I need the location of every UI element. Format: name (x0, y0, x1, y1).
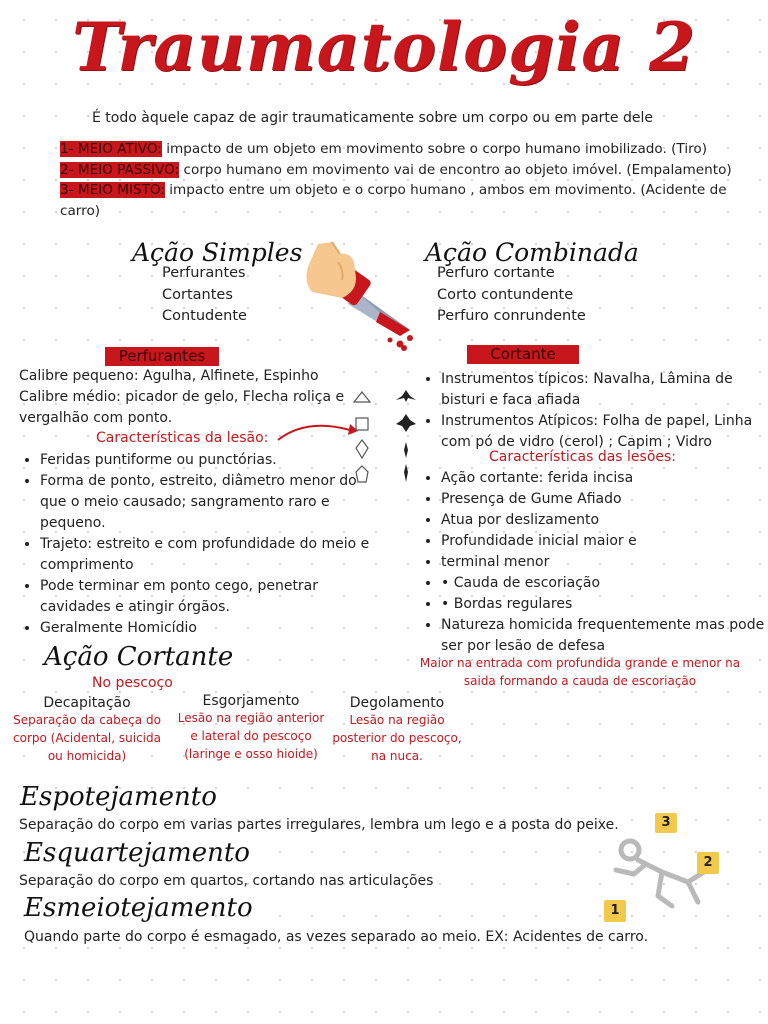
meio-text: impacto de um objeto em movimento sobre o corpo humano imobilizado. (Tiro) (161, 141, 708, 157)
meio-label: 1- MEIO ATIVO: (60, 141, 162, 157)
evidence-marker-1: 1 (604, 900, 626, 922)
decapitacao-col (12, 695, 162, 765)
evidence-marker-3: 3 (655, 813, 677, 833)
col-title: Degolamento (349, 695, 445, 711)
cortante-caracteristicas-label: Características das lesões: (489, 449, 677, 465)
acao-cortante-subtitle: No pescoço (92, 675, 173, 691)
calibre-line: vergalhão com ponto. (19, 410, 173, 426)
list-item: • Instrumentos típicos: Navalha, Lâmina de bisturi e faca afiada (441, 369, 768, 411)
meio-passivo (60, 160, 750, 181)
acao-combinada-heading: Ação Combinada (425, 238, 639, 267)
cortante-note: Maior na entrada com profundida grande e menor na saida formando a cauda de escoriação (419, 656, 741, 688)
cortante-instrumentos (419, 369, 768, 453)
list-item: Corto contundente (437, 286, 574, 303)
esquartejamento-heading: Esquartejamento (24, 838, 250, 868)
list-item: • Profundidade inicial maior e (441, 531, 768, 552)
col-title: Decapitação (43, 695, 131, 711)
esquartejamento-text: Separação do corpo em quartos, cortando nas articulações (19, 873, 434, 889)
list-item: • • Cauda de escoriação (441, 573, 768, 594)
list-item: • • Bordas regulares (441, 594, 768, 615)
list-item: Perfuro cortante (437, 265, 555, 281)
meio-text: impacto entre um objeto e o corpo humano , ambos em movimento. (Acidente de carro) (60, 182, 727, 219)
meio-label: 3- MEIO MISTO: (60, 182, 165, 198)
esmeiotejamento-heading: Esmeiotejamento (24, 893, 253, 923)
list-item: • Atua por deslizamento (441, 510, 768, 531)
espostejamento-text: Separação do corpo em varias partes irregulares, lembra um lego e a posta do peixe. (19, 817, 619, 833)
espostejamento-heading: Espotejamento (20, 782, 217, 812)
meio-ativo (60, 139, 750, 160)
calibre-line: Calibre médio: picador de gelo, Flecha roliça e (19, 389, 345, 405)
evidence-marker-2: 2 (697, 852, 719, 874)
intro-text: É todo àquele capaz de agir traumaticamente sobre um corpo ou em parte dele (92, 110, 653, 126)
meio-text: corpo humano em movimento vai de encontro ao objeto imóvel. (Empalamento) (179, 161, 732, 178)
list-item: • Instrumentos Atípicos: Folha de papel, Linha com pó de vidro (cerol) ; Capim ; Vidro (441, 411, 768, 453)
list-item: Perfuro conrundente (437, 308, 586, 324)
calibre-line: Calibre pequeno: Agulha, Alfinete, Espinho (19, 368, 319, 384)
meio-label: 2- MEIO PASSIVO: (60, 161, 180, 178)
acao-simples-list (162, 263, 247, 328)
meios-list (60, 139, 750, 221)
col-desc: Separação da cabeça do corpo (Acidental, suicida ou homicida) (13, 713, 161, 763)
list-item: • terminal menor (441, 552, 768, 573)
perfurantes-bullets (18, 450, 385, 639)
esmeiotejamento-text: Quando parte do corpo é esmagado, as vezes separado ao meio. EX: Acidentes de carro. (24, 929, 649, 945)
list-item: • Geralmente Homicídio (40, 618, 385, 639)
list-item: • Feridas puntiforme ou punctórias. (40, 450, 385, 471)
page-title: Traumatologia 2 (72, 8, 696, 86)
acao-simples-heading: Ação Simples (132, 238, 303, 267)
cortante-bullets (419, 468, 768, 657)
list-item: • Forma de ponto, estreito, diâmetro menor do que o meio causado; sangramento raro e pequeno. (40, 471, 385, 534)
col-title: Esgorjamento (202, 693, 300, 709)
list-item: • Presença de Gume Afiado (441, 489, 768, 510)
col-desc: Lesão na região anterior e lateral do pescoço (laringe e osso hioide) (177, 711, 325, 761)
perfurantes-caracteristicas-label: Características da lesão: (96, 430, 269, 446)
hand-knife-icon (292, 232, 432, 352)
col-desc: Lesão na região posterior do pescoço, na nuca. (332, 713, 462, 763)
acao-cortante-heading: Ação Cortante (44, 642, 234, 672)
list-item: • Pode terminar em ponto cego, penetrar cavidades e atingir órgãos. (40, 576, 385, 618)
esgorjamento-col (175, 693, 327, 763)
degolamento-col (326, 695, 468, 765)
list-item: Cortantes (162, 286, 233, 303)
list-item: • Natureza homicida frequentemente mas pode ser por lesão de defesa (441, 615, 768, 657)
list-item: Contudente (162, 308, 247, 324)
list-item: • Trajeto: estreito e com profundidade do meio e comprimento (40, 534, 385, 576)
list-item: Perfurantes (162, 265, 246, 281)
cortante-heading: Cortante (467, 345, 579, 364)
perfurantes-heading: Perfurantes (105, 347, 219, 366)
list-item: • Ação cortante: ferida incisa (441, 468, 768, 489)
meio-misto (60, 180, 750, 221)
acao-combinada-list (437, 263, 586, 328)
